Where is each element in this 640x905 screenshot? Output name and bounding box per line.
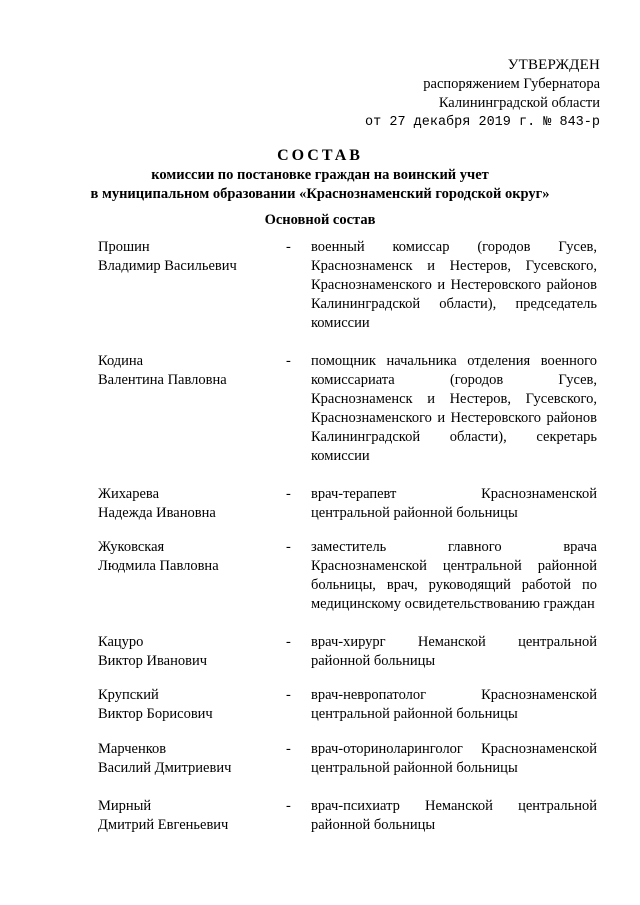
member-name	[98, 538, 278, 576]
member-surname: Кацуро	[98, 634, 144, 650]
title-line-1: комиссии по постановке граждан на воинский учет	[151, 167, 489, 183]
title-main: СОСТАВ	[277, 147, 363, 164]
member-role: врач-хирург Неманской центральной районной больницы	[311, 634, 597, 669]
member-row	[98, 740, 598, 778]
title-line-2: в муниципальном образовании «Краснознаменский городской округ»	[90, 186, 550, 202]
member-role: врач-терапевт Краснознаменской центральной районной больницы	[311, 486, 597, 521]
approval-block	[340, 56, 600, 132]
member-role: военный комиссар (городов Гусев, Краснознаменск и Нестеров, Гусевского, Краснознаменского и Нестеровского районов Калининградской области), председатель комиссии	[311, 239, 597, 331]
member-dash: -	[286, 634, 291, 650]
member-name	[98, 797, 278, 835]
member-row	[98, 633, 598, 671]
member-dash: -	[286, 353, 291, 369]
member-surname: Кодина	[98, 353, 144, 369]
member-dash: -	[286, 239, 291, 255]
member-surname: Прошин	[98, 239, 150, 255]
member-given-names: Виктор Иванович	[98, 653, 208, 669]
member-given-names: Владимир Васильевич	[98, 258, 237, 274]
member-name	[98, 633, 278, 671]
member-row	[98, 352, 598, 466]
member-given-names: Надежда Ивановна	[98, 505, 216, 521]
member-surname: Жуковская	[98, 539, 165, 555]
approval-line-1: распоряжением Губернатора	[423, 76, 600, 92]
approval-heading: УТВЕРЖДЕН	[507, 57, 600, 73]
member-row	[98, 686, 598, 724]
members-list	[98, 238, 598, 835]
member-row	[98, 485, 598, 523]
member-surname: Мирный	[98, 798, 152, 814]
member-row	[98, 238, 598, 333]
member-name	[98, 238, 278, 276]
member-given-names: Валентина Павловна	[98, 372, 227, 388]
member-row	[98, 797, 598, 835]
member-given-names: Людмила Павловна	[98, 558, 219, 574]
document-title	[0, 146, 640, 204]
member-role: врач-психиатр Неманской центральной районной больницы	[311, 798, 597, 833]
section-title: Основной состав	[264, 212, 376, 228]
member-role: врач-невропатолог Краснознаменской центральной районной больницы	[311, 687, 597, 722]
approval-line-2: Калининградской области	[438, 95, 600, 111]
member-role: заместитель главного врача Краснознаменской центральной районной больницы, врач, руководящий работой по медицинскому освидетельствованию граждан	[311, 539, 597, 612]
member-given-names: Виктор Борисович	[98, 706, 213, 722]
member-dash: -	[286, 741, 291, 757]
member-surname: Крупский	[98, 687, 159, 703]
approval-date: от 27 декабря 2019 г. № 843-р	[365, 115, 600, 130]
member-dash: -	[286, 798, 291, 814]
member-name	[98, 352, 278, 390]
member-surname: Марченков	[98, 741, 167, 757]
member-role: врач-оториноларинголог Краснознаменской центральной районной больницы	[311, 741, 597, 776]
member-dash: -	[286, 539, 291, 555]
member-given-names: Василий Дмитриевич	[98, 760, 232, 776]
member-role: помощник начальника отделения военного комиссариата (городов Гусев, Краснознаменск и Нестеров, Гусевского, Краснознаменского и Нестеровского районов Калининградской области), секретарь комиссии	[311, 353, 597, 464]
member-name	[98, 686, 278, 724]
member-given-names: Дмитрий Евгеньевич	[98, 817, 229, 833]
member-dash: -	[286, 486, 291, 502]
member-name	[98, 740, 278, 778]
member-name	[98, 485, 278, 523]
member-row	[98, 538, 598, 614]
member-surname: Жихарева	[98, 486, 160, 502]
member-dash: -	[286, 687, 291, 703]
